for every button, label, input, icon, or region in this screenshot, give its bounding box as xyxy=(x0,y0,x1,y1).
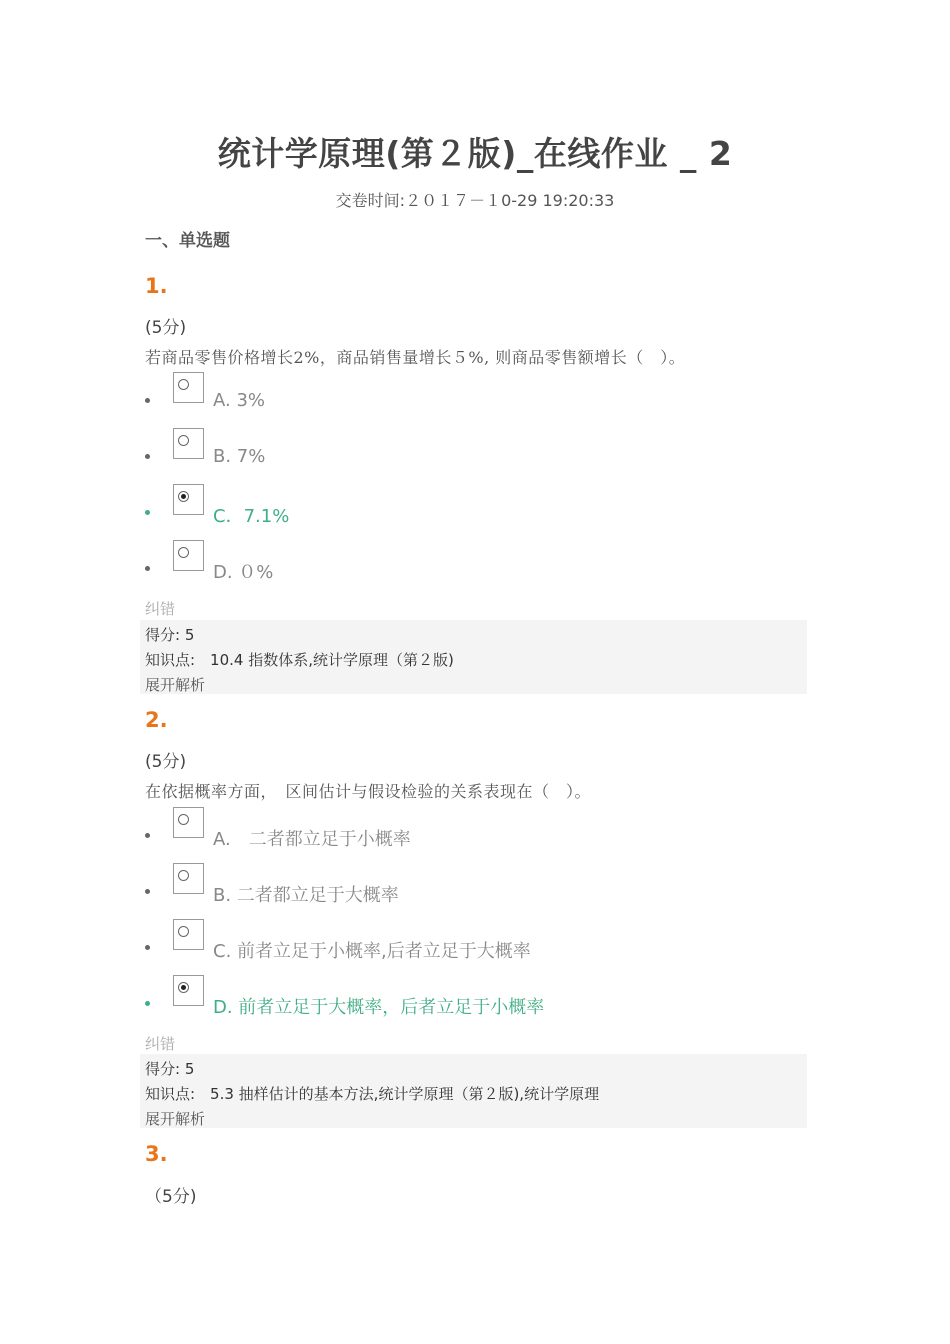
expand-analysis-link[interactable]: 展开解析 xyxy=(145,1110,206,1128)
bullet-icon xyxy=(145,398,150,403)
bullet-icon xyxy=(145,945,150,950)
option-a[interactable] xyxy=(145,807,745,857)
option-c[interactable] xyxy=(145,919,745,969)
section-title: 一、单选题 xyxy=(145,231,230,251)
expand-analysis-link[interactable]: 展开解析 xyxy=(145,676,206,694)
option-label: C. 前者立足于小概率,后者立足于大概率 xyxy=(213,941,531,962)
report-error-link[interactable]: 纠错 xyxy=(145,600,176,618)
option-label: D. ０% xyxy=(213,562,274,583)
bullet-icon xyxy=(145,889,150,894)
question-number: 2. xyxy=(145,708,168,732)
option-b[interactable] xyxy=(145,863,745,913)
option-c[interactable] xyxy=(145,484,745,534)
radio-icon[interactable] xyxy=(178,870,189,881)
question-text: 若商品零售价格增长2%，商品销售量增长５%, 则商品零售额增长（ ）。 xyxy=(145,348,686,367)
option-checkbox[interactable] xyxy=(173,975,204,1006)
option-a[interactable] xyxy=(145,372,745,422)
question-text: 在依据概率方面， 区间估计与假设检验的关系表现在（ ）。 xyxy=(145,782,592,801)
option-checkbox[interactable] xyxy=(173,919,204,950)
result-score: 得分: 5 xyxy=(145,1060,195,1078)
radio-icon[interactable] xyxy=(178,435,189,446)
radio-icon[interactable] xyxy=(178,547,189,558)
option-label: C．7.1% xyxy=(213,506,290,527)
page-title: 统计学原理(第２版)_在线作业 _ 2 xyxy=(217,134,733,173)
report-error-link[interactable]: 纠错 xyxy=(145,1035,176,1053)
option-checkbox[interactable] xyxy=(173,484,204,515)
result-score: 得分: 5 xyxy=(145,626,195,644)
option-label: A. 二者都立足于小概率 xyxy=(213,829,411,850)
knowledge-point: 知识点: 5.3 抽样估计的基本方法,统计学原理（第２版),统计学原理 xyxy=(145,1085,600,1103)
question-number: 3. xyxy=(145,1142,168,1166)
option-label: B. 二者都立足于大概率 xyxy=(213,885,399,906)
option-checkbox[interactable] xyxy=(173,372,204,403)
submit-time: 交卷时间:２０１７－１0-29 19:20:33 xyxy=(335,191,615,210)
radio-icon[interactable] xyxy=(178,379,189,390)
option-label: A. 3% xyxy=(213,390,265,411)
question-number: 1. xyxy=(145,274,168,298)
radio-checked-icon[interactable] xyxy=(178,491,189,502)
radio-checked-icon[interactable] xyxy=(178,982,189,993)
bullet-icon xyxy=(145,566,150,571)
option-checkbox[interactable] xyxy=(173,807,204,838)
option-checkbox[interactable] xyxy=(173,428,204,459)
option-d[interactable] xyxy=(145,975,745,1025)
question-score: (5分) xyxy=(145,752,187,772)
option-checkbox[interactable] xyxy=(173,540,204,571)
radio-icon[interactable] xyxy=(178,814,189,825)
option-checkbox[interactable] xyxy=(173,863,204,894)
bullet-icon xyxy=(145,510,150,515)
result-box xyxy=(140,620,807,694)
result-box xyxy=(140,1054,807,1128)
bullet-icon xyxy=(145,454,150,459)
option-label: D. 前者立足于大概率，后者立足于小概率 xyxy=(213,997,545,1018)
radio-icon[interactable] xyxy=(178,926,189,937)
option-d[interactable] xyxy=(145,540,745,590)
question-score: (5分) xyxy=(145,318,187,338)
question-score: （5分) xyxy=(145,1187,197,1207)
bullet-icon xyxy=(145,1001,150,1006)
option-label: B. 7% xyxy=(213,446,266,467)
option-b[interactable] xyxy=(145,428,745,478)
bullet-icon xyxy=(145,833,150,838)
knowledge-point: 知识点: 10.4 指数体系,统计学原理（第２版) xyxy=(145,651,454,669)
